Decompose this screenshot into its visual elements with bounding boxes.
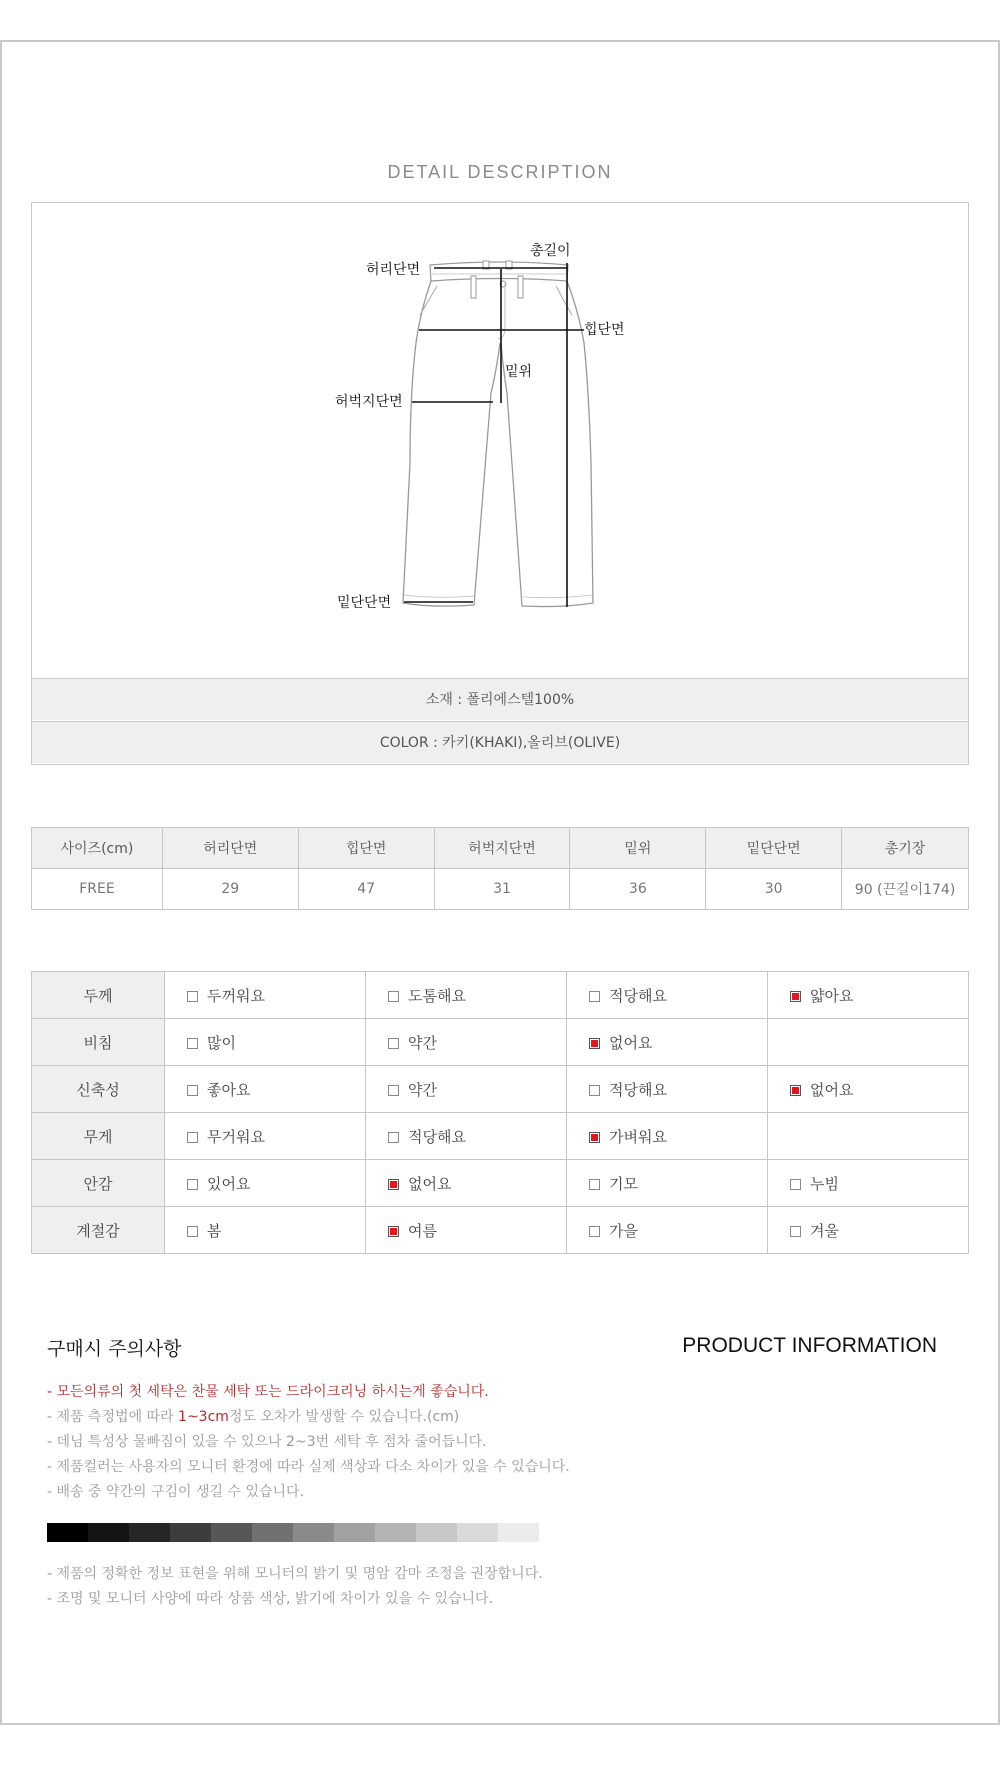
attribute-name: 비침: [32, 1019, 165, 1066]
label-thigh: 허벅지단면: [335, 394, 403, 410]
gray-swatch: [47, 1523, 88, 1542]
gray-swatch: [457, 1523, 498, 1542]
option-label: 얇아요: [810, 986, 854, 1005]
table-row: [32, 869, 969, 910]
option-cell: [567, 1160, 768, 1207]
option-cell: [567, 972, 768, 1019]
option-cell: [567, 1066, 768, 1113]
size-cell: 30: [706, 869, 842, 910]
option-cell: [366, 1113, 567, 1160]
attribute-name: 신축성: [32, 1066, 165, 1113]
attribute-name: 안감: [32, 1160, 165, 1207]
option-label: 약간: [408, 1080, 437, 1099]
option-label: 없어요: [609, 1033, 653, 1052]
checkbox-icon: [187, 1085, 198, 1096]
option-cell: [366, 1019, 567, 1066]
option-label: 좋아요: [207, 1080, 251, 1099]
option-cell: [768, 1160, 969, 1207]
size-cell: 29: [162, 869, 298, 910]
option-label: 적당해요: [609, 1080, 667, 1099]
label-hip: 힙단면: [584, 322, 625, 338]
size-header: 밑위: [570, 828, 706, 869]
gray-swatch: [211, 1523, 252, 1542]
gray-swatch: [334, 1523, 375, 1542]
empty-cell: [768, 1113, 969, 1160]
option-cell: [165, 1066, 366, 1113]
label-hem: 밑단단면: [337, 595, 392, 611]
checked-checkbox-icon: [589, 1038, 600, 1049]
size-cell: 47: [298, 869, 434, 910]
option-cell: [165, 1019, 366, 1066]
size-header: 힙단면: [298, 828, 434, 869]
label-total-length: 총길이: [530, 243, 571, 259]
option-label: 있어요: [207, 1174, 251, 1193]
checkbox-icon: [187, 991, 198, 1002]
notice-list: [47, 1380, 947, 1505]
option-cell: [366, 1207, 567, 1254]
option-label: 무거워요: [207, 1127, 265, 1146]
attribute-name: 무게: [32, 1113, 165, 1160]
option-cell: [567, 1113, 768, 1160]
attribute-row-lining: [32, 1160, 969, 1207]
checked-checkbox-icon: [388, 1179, 399, 1190]
attribute-name: 두께: [32, 972, 165, 1019]
attribute-row-weight: [32, 1113, 969, 1160]
option-label: 약간: [408, 1033, 437, 1052]
option-cell: [165, 1113, 366, 1160]
option-label: 두꺼워요: [207, 986, 265, 1005]
notice-item: - 조명 및 모니터 사양에 따라 상품 색상, 밝기에 차이가 있을 수 있습니다.: [47, 1591, 494, 1607]
option-label: 없어요: [408, 1174, 452, 1193]
size-table: [31, 827, 969, 910]
notice-text: - 제품 측정법에 따라: [47, 1409, 179, 1425]
gray-swatch: [498, 1523, 539, 1542]
checkbox-icon: [589, 1085, 600, 1096]
size-header: 총기장: [842, 828, 969, 869]
notice-item: - 배송 중 약간의 구김이 생길 수 있습니다.: [47, 1484, 305, 1500]
attribute-name: 계절감: [32, 1207, 165, 1254]
attribute-row-transparency: [32, 1019, 969, 1066]
checkbox-icon: [187, 1226, 198, 1237]
checkbox-icon: [388, 1132, 399, 1143]
gray-swatch: [416, 1523, 457, 1542]
size-cell: FREE: [32, 869, 163, 910]
checked-checkbox-icon: [790, 1085, 801, 1096]
option-cell: [567, 1207, 768, 1254]
option-cell: [567, 1019, 768, 1066]
checkbox-icon: [589, 1179, 600, 1190]
checked-checkbox-icon: [388, 1226, 399, 1237]
size-cell: 36: [570, 869, 706, 910]
option-label: 가을: [609, 1221, 638, 1240]
checkbox-icon: [388, 991, 399, 1002]
label-rise: 밑위: [505, 364, 533, 380]
measurement-diagram: [31, 202, 969, 765]
size-header: 허리단면: [162, 828, 298, 869]
size-cell: 31: [434, 869, 570, 910]
option-label: 누빔: [810, 1174, 839, 1193]
option-label: 겨울: [810, 1221, 839, 1240]
size-cell: 90 (끈길이174): [842, 869, 969, 910]
checked-checkbox-icon: [589, 1132, 600, 1143]
checkbox-icon: [187, 1179, 198, 1190]
size-header: 밑단단면: [706, 828, 842, 869]
option-label: 봄: [207, 1221, 222, 1240]
option-label: 없어요: [810, 1080, 854, 1099]
attribute-row-elasticity: [32, 1066, 969, 1113]
option-cell: [366, 1066, 567, 1113]
notice-item: - 제품컬러는 사용자의 모니터 환경에 따라 실제 색상과 다소 차이가 있을 수 있습니다.: [47, 1459, 570, 1475]
section-title: DETAIL DESCRIPTION: [387, 162, 613, 182]
option-label: 여름: [408, 1221, 437, 1240]
notice-item: - 데님 특성상 물빠짐이 있을 수 있으나 2~3번 세탁 후 점차 줄어듭니다.: [47, 1434, 487, 1450]
gray-swatch: [375, 1523, 416, 1542]
color-row: COLOR : 카키(KHAKI),올리브(OLIVE): [32, 721, 968, 763]
option-label: 기모: [609, 1174, 638, 1193]
option-cell: [366, 972, 567, 1019]
option-cell: [366, 1160, 567, 1207]
gray-swatch: [88, 1523, 129, 1542]
checkbox-icon: [790, 1226, 801, 1237]
notice-title: 구매시 주의사항: [47, 1338, 182, 1360]
option-label: 많이: [207, 1033, 236, 1052]
option-label: 도톰해요: [408, 986, 466, 1005]
notice-text: 정도 오차가 발생할 수 있습니다.(cm): [228, 1409, 460, 1425]
checkbox-icon: [388, 1038, 399, 1049]
option-cell: [165, 1160, 366, 1207]
option-cell: [768, 1066, 969, 1113]
label-waist: 허리단면: [366, 262, 421, 278]
checkbox-icon: [187, 1132, 198, 1143]
monitor-notice-list: [47, 1562, 543, 1612]
material-row: 소재 : 폴리에스텔100%: [32, 678, 968, 720]
checkbox-icon: [589, 991, 600, 1002]
checkbox-icon: [187, 1038, 198, 1049]
attribute-row-thickness: [32, 972, 969, 1019]
checkbox-icon: [589, 1226, 600, 1237]
gray-swatch: [129, 1523, 170, 1542]
option-cell: [165, 1207, 366, 1254]
notice-highlight: 1~3cm: [178, 1409, 229, 1425]
size-header: 사이즈(cm): [32, 828, 163, 869]
option-cell: [768, 1207, 969, 1254]
option-cell: [165, 972, 366, 1019]
attribute-table: [31, 971, 969, 1254]
checked-checkbox-icon: [790, 991, 801, 1002]
notice-item: - 모든의류의 첫 세탁은 찬물 세탁 또는 드라이크리닝 하시는게 좋습니다.: [47, 1384, 489, 1400]
notice-item: [47, 1405, 947, 1430]
option-cell: [768, 972, 969, 1019]
gray-swatch: [293, 1523, 334, 1542]
attribute-row-season: [32, 1207, 969, 1254]
option-label: 적당해요: [609, 986, 667, 1005]
product-info-heading: PRODUCT INFORMATION: [682, 1334, 937, 1357]
notice-item: - 제품의 정확한 정보 표현을 위해 모니터의 밝기 및 명암 감마 조정을 권장합니다.: [47, 1566, 543, 1582]
gray-swatch: [170, 1523, 211, 1542]
empty-cell: [768, 1019, 969, 1066]
option-label: 적당해요: [408, 1127, 466, 1146]
option-label: 가벼워요: [609, 1127, 667, 1146]
pants-illustration: [32, 203, 970, 678]
gray-scale-bar: [47, 1523, 539, 1542]
size-header: 허벅지단면: [434, 828, 570, 869]
checkbox-icon: [388, 1085, 399, 1096]
checkbox-icon: [790, 1179, 801, 1190]
gray-swatch: [252, 1523, 293, 1542]
